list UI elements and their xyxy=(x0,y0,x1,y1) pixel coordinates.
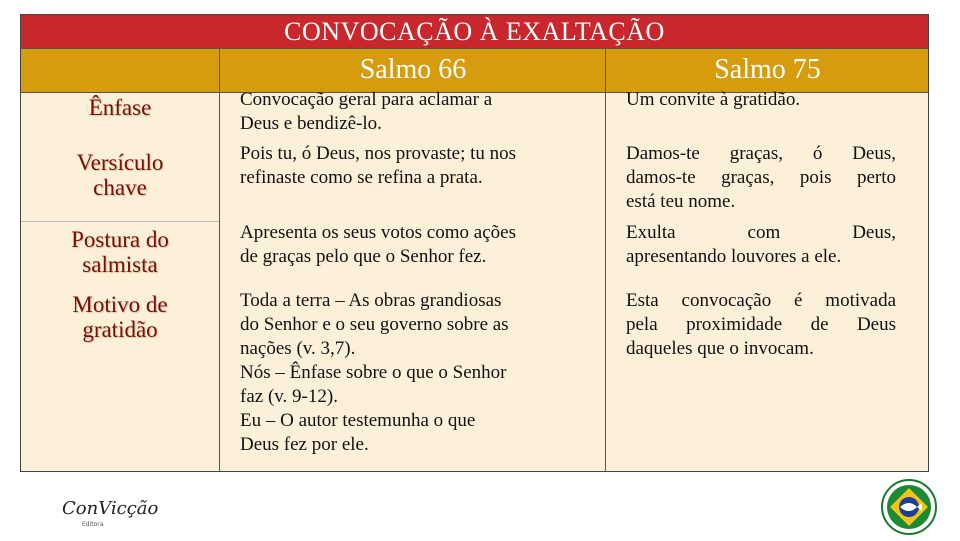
cell-versiculo-salmo-75: Damos-te graças, ó Deus, damos-te graças, pois perto está teu nome. xyxy=(626,143,896,212)
header-row xyxy=(21,48,928,92)
row-label-postura-do-salmista: Postura do salmista xyxy=(71,227,169,277)
cell-motivo-salmo-75: Esta convocação é motivada pela proximidade de Deus daqueles que o invocam. xyxy=(626,290,896,359)
convicção-logo xyxy=(58,490,159,530)
header-salmo-75: Salmo 75 xyxy=(714,54,821,85)
svg-text:ConVicção: ConVicção xyxy=(62,498,159,519)
row-label-versiculo-chave: Versículo chave xyxy=(76,150,164,200)
column-divider xyxy=(605,48,606,471)
header-salmo-66: Salmo 66 xyxy=(359,54,467,85)
cell-enfase-salmo-66: Convocação geral para aclamar a Deus e bendizê-lo. xyxy=(240,89,493,134)
page-title: CONVOCAÇÃO À EXALTAÇÃO xyxy=(284,16,665,46)
title-bar xyxy=(21,15,928,48)
column-divider xyxy=(219,48,220,471)
cell-enfase-salmo-75: Um convite à gratidão. xyxy=(626,89,801,110)
row-divider xyxy=(21,48,928,49)
cell-postura-salmo-66: Apresenta os seus votos como ações de graças pelo que o Senhor fez. xyxy=(240,222,516,267)
cell-motivo-salmo-66: Toda a terra – As obras grandiosas do Senhor e o seu governo sobre as nações (v. 3,7). Nós – Ênfase sobre o que o Senhor faz (v. 9-12). Eu – O autor testemunha o que Deus fez por ele. xyxy=(240,290,509,455)
row-label-motivo-de-gratidao: Motivo de gratidão xyxy=(72,292,168,342)
svg-text:Editora: Editora xyxy=(82,521,104,528)
row-label-enfase: Ênfase xyxy=(88,95,152,120)
fish-emblem-logo xyxy=(880,478,938,536)
row-divider xyxy=(21,221,219,222)
cell-versiculo-salmo-66: Pois tu, ó Deus, nos provaste; tu nos refinaste como se refina a prata. xyxy=(240,143,517,188)
cell-postura-salmo-75: Exulta com Deus, apresentando louvores a ele. xyxy=(626,222,896,267)
